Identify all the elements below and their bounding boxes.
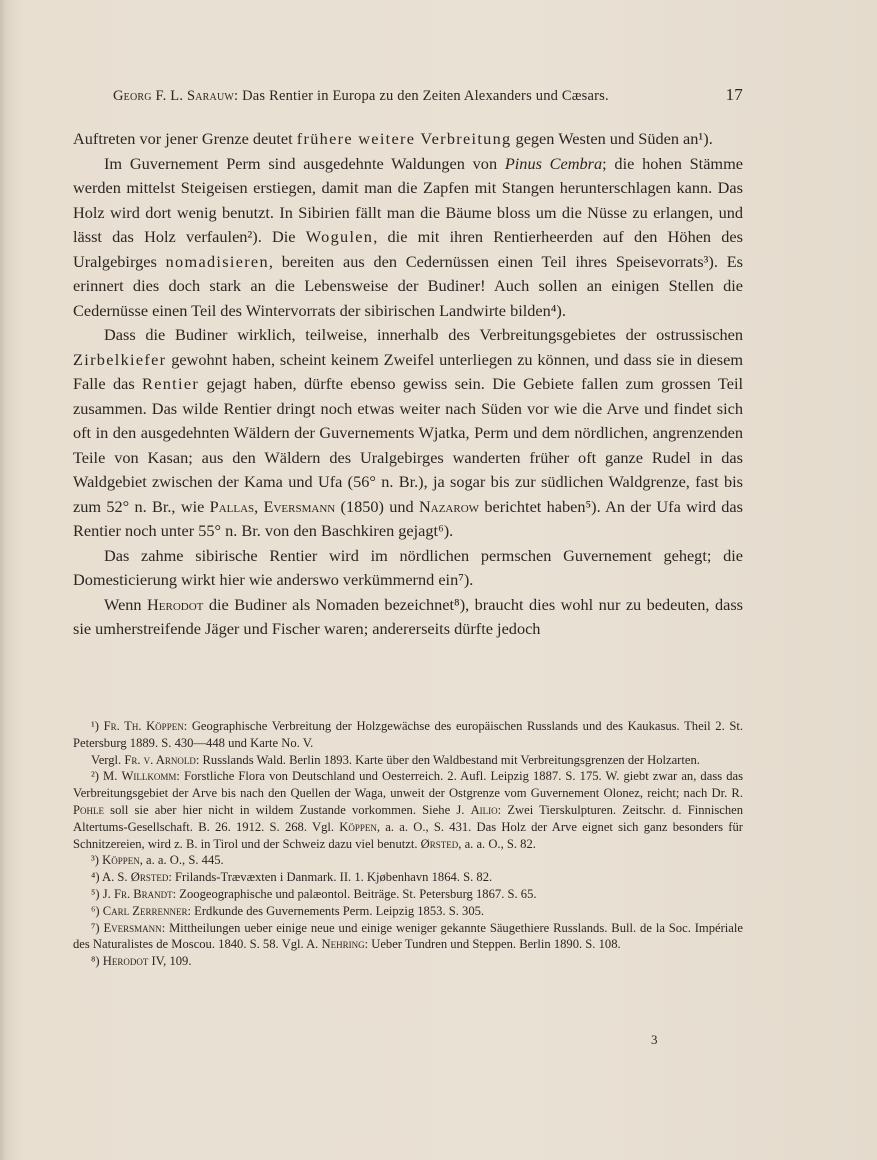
- paragraph: Wenn Herodot die Budiner als Nomaden bezeichnet⁸), braucht dies wohl nur zu bedeuten, dass sie umherstreifende Jäger und Fischer waren; andererseits dürfte jedoch: [73, 594, 743, 638]
- author-name: Pohle: [73, 802, 104, 817]
- author-name: Eversmann: [263, 496, 336, 516]
- author-name: Fr. Th. Köppen: [103, 719, 184, 733]
- author-name: Herodot: [102, 954, 149, 969]
- spaced-emphasis: Zirbelkiefer: [73, 349, 167, 369]
- author-name: Ørsted: [420, 836, 459, 851]
- footnote: ⁴) A. S. Ørsted: Frilands-Trævæxten i Danmark. II. 1. Kjøbenhavn 1864. S. 82.: [91, 870, 493, 885]
- author-name: Carl Zerrenner: [102, 903, 188, 918]
- paragraph: Dass die Budiner wirklich, teilweise, innerhalb des Verbreitungsgebietes der ostrussischen Zirbelkiefer gewohnt haben, scheint keinem Zweifel unterliegen zu können, und dass sie in diesem Falle das Rentier gejagt haben, dürfte ebenso gewiss sein. Die Gebiete fallen zum grossen Teil zusammen. Das wilde Rentier dringt noch etwas weiter nach Süden vor wie die Arve und findet sich oft in den ausgedehnten Wäldern der Guvernements Wjatka, Perm und dem nördlichen, angrenzenden Teile von Kasan; aus den Wäldern des Uralgebirges wanderten früher oft ganze Rudel in das Waldgebiet zwischen der Kama und Ufa (56° n. Br.), ja sogar bis zur südlichen Waldgrenze, fast bis zum 52° n. Br., wie Pallas, Eversmann (1850) und Nazarow berichtet haben⁵). An der Ufa wird das Rentier noch unter 55° n. Br. von den Baschkiren gejagt⁶).: [73, 325, 743, 540]
- footnote: ⁵) J. Fr. Brandt: Zoogeographische und palæontol. Beiträge. St. Petersburg 1867. S. 65.: [91, 886, 537, 901]
- paragraph: Im Guvernement Perm sind ausgedehnte Waldungen von Pinus Cembra; die hohen Stämme werden mittelst Steigeisen erstiegen, damit man die Zapfen mit Stangen herunterschlagen kann. Das Holz wird dort wenig benutzt. In Sibirien fällt man die Bäume bloss um die Nüsse zu erlangen, und lässt das Holz verfaulen²). Die Wogulen, die mit ihren Rentierheerden auf den Höhen des Uralgebirges nomadisieren, bereiten aus den Cedernüssen einen Teil ihres Speisevorrats³). Es erinnert dies doch stark an die Lebensweise der Budiner! Auch sollen an einigen Stellen die Cedernüsse einen Teil des Wintervorrats der sibirischen Landwirte bilden⁴).: [73, 153, 743, 320]
- author-name: Fr. Brandt: [113, 886, 173, 901]
- italic-term: Pinus Cembra: [504, 153, 603, 173]
- body-text: [73, 127, 743, 642]
- printer-signature: 3: [651, 1032, 658, 1047]
- paragraph: Auftreten vor jener Grenze deutet frühere weitere Verbreitung gegen Westen und Süden an¹).: [73, 129, 713, 148]
- spaced-emphasis: frühere weitere Verbreitung: [296, 129, 512, 148]
- author-name: Herodot: [147, 594, 204, 614]
- author-name: Pallas: [209, 496, 255, 516]
- footnote: ²) M. Willkomm: Forstliche Flora von Deutschland und Oesterreich. 2. Aufl. Leipzig 1887. S. 175. W. giebt zwar an, dass das Verbreitungsgebiet der Arve bis nach den Quellen der Waga, unweit der Ostgrenze vom Guvernement Olonez, reicht; nach Dr. R. Pohle soll sie aber hier nicht in wildem Zustande vorkommen. Siehe J. Ailio: Zwei Tierskulpturen. Zeitschr. d. Finnischen Altertums-Gesellschaft. B. 26. 1912. S. 268. Vgl. Köppen, a. a. O., S. 431. Das Holz der Arve eignet sich ganz besonders für Schnitzereien, wird z. B. in Tirol und der Schweiz dazu viel benutzt. Ørsted, a. a. O., S. 82.: [73, 769, 744, 851]
- header-title: Das Rentier in Europa zu den Zeiten Alexanders und Cæsars.: [242, 88, 609, 104]
- author-name: Nazarow: [419, 496, 480, 516]
- header-author: Georg F. L. Sarauw: [113, 88, 235, 104]
- footnote: ³) Köppen, a. a. O., S. 445.: [91, 853, 224, 868]
- spaced-emphasis: Rentier: [142, 374, 200, 393]
- paragraph: Das zahme sibirische Rentier wird im nördlichen permschen Guvernement gehegt; die Domesticierung wirkt hier wie anderswo verkümmernd ein⁷).: [73, 545, 743, 589]
- footnote: ⁶) Carl Zerrenner: Erdkunde des Guvernements Perm. Leipzig 1853. S. 305.: [91, 903, 485, 918]
- page-number: 17: [725, 85, 743, 104]
- author-name: Ailio: [470, 802, 498, 817]
- author-name: Köppen: [102, 853, 140, 868]
- footnote: ⁸) Herodot IV, 109.: [91, 954, 192, 969]
- author-name: Köppen: [339, 819, 377, 834]
- footnotes: [73, 718, 743, 970]
- author-name: Ørsted: [130, 870, 169, 885]
- footnote: Vergl. Fr. v. Arnold: Russlands Wald. Berlin 1893. Karte über den Waldbestand mit Verbreitungsgrenzen der Holzarten.: [91, 752, 700, 767]
- spaced-emphasis: Wogulen: [305, 227, 374, 246]
- author-name: Willkomm: [121, 769, 177, 784]
- running-header: Georg F. L. Sarauw: Das Rentier in Europa zu den Zeiten Alexanders und Cæsars. 17: [113, 85, 743, 104]
- author-name: Nehring: [321, 937, 365, 952]
- spaced-emphasis: nomadisieren: [165, 251, 269, 271]
- footnote: ⁷) Eversmann: Mittheilungen ueber einige neue und einige weniger gekannte Säugethiere Russlands. Bull. de la Soc. Impériale des Naturalistes de Moscou. 1840. S. 58. Vgl. A. Nehring: Ueber Tundren und Steppen. Berlin 1890. S. 108.: [73, 920, 743, 952]
- footnote: ¹) Fr. Th. Köppen: Geographische Verbreitung der Holzgewächse des europäischen Russlands und des Kaukasus. Theil 2. St. Petersburg 1889. S. 430—448 und Karte No. V.: [73, 719, 743, 750]
- author-name: Eversmann: [103, 920, 162, 935]
- author-name: Fr. v. Arnold: [124, 752, 196, 767]
